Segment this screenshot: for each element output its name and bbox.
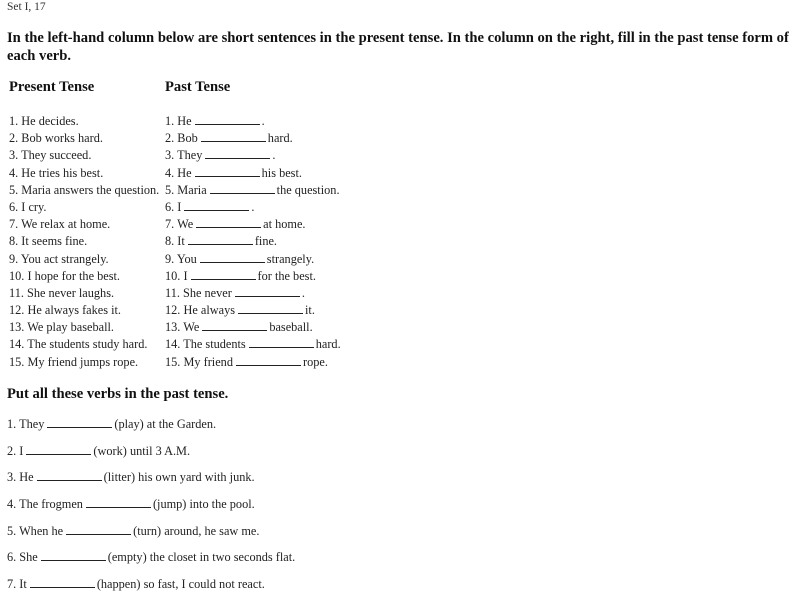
answer-blank[interactable] — [47, 416, 112, 428]
answer-blank[interactable] — [249, 336, 314, 348]
answer-blank[interactable] — [86, 496, 151, 508]
exercise-suffix: (play) at the Garden. — [114, 417, 217, 431]
present-tense-list — [9, 113, 159, 371]
past-item-prefix: 9. You — [165, 251, 197, 266]
set-label: Set I, 17 — [7, 1, 46, 13]
answer-blank[interactable] — [210, 182, 275, 194]
exercise-item — [7, 523, 295, 550]
present-item: 4. He tries his best. — [9, 165, 104, 180]
present-item: 1. He decides. — [9, 114, 79, 128]
past-item — [165, 199, 341, 216]
exercise-item — [7, 469, 295, 496]
past-item — [165, 354, 341, 371]
past-tense-header: Past Tense — [165, 79, 231, 95]
past-item-prefix: 13. We — [165, 320, 200, 335]
past-item-prefix: 14. The students — [165, 337, 246, 352]
section2-title: Put all these verbs in the past tense. — [7, 386, 229, 402]
present-tense-header: Present Tense — [9, 79, 95, 95]
present-item: 10. I hope for the best. — [9, 268, 120, 283]
past-item-suffix: . — [251, 199, 255, 214]
answer-blank[interactable] — [66, 523, 131, 535]
present-item: 12. He always fakes it. — [9, 303, 122, 318]
answer-blank[interactable] — [30, 576, 95, 588]
exercise-item — [7, 576, 295, 603]
present-item: 3. They succeed. — [9, 148, 92, 163]
past-item-suffix: strangely. — [266, 251, 315, 266]
exercise-item — [7, 496, 295, 523]
answer-blank[interactable] — [195, 165, 260, 177]
past-item — [165, 113, 341, 130]
past-item — [165, 336, 341, 353]
past-item — [165, 302, 341, 319]
present-item: 6. I cry. — [9, 199, 47, 214]
exercise-prefix: 4. The frogmen — [7, 497, 83, 512]
answer-blank[interactable] — [236, 354, 301, 366]
exercise-suffix: (jump) into the pool. — [152, 497, 255, 512]
past-item-prefix: 15. My friend — [165, 354, 233, 369]
exercise-prefix: 1. They — [7, 417, 45, 431]
past-item-prefix: 4. He — [165, 165, 192, 180]
exercise-item — [7, 549, 295, 576]
exercise-prefix: 3. He — [7, 470, 34, 485]
exercise-item — [7, 416, 295, 443]
past-item-prefix: 10. I — [165, 268, 188, 283]
answer-blank[interactable] — [202, 319, 267, 331]
present-item: 7. We relax at home. — [9, 217, 111, 232]
past-item-prefix: 6. I — [165, 199, 182, 214]
past-item-suffix: rope. — [302, 354, 328, 369]
answer-blank[interactable] — [41, 549, 106, 561]
exercise-suffix: (empty) the closet in two seconds flat. — [107, 550, 296, 565]
past-item-prefix: 3. They — [165, 148, 203, 163]
answer-blank[interactable] — [200, 251, 265, 263]
past-item — [165, 147, 341, 164]
answer-blank[interactable] — [37, 469, 102, 481]
answer-blank[interactable] — [235, 285, 300, 297]
past-item-prefix: 12. He always — [165, 303, 236, 318]
past-item — [165, 216, 341, 233]
past-item — [165, 130, 341, 147]
past-item — [165, 285, 341, 302]
present-item: 2. Bob works hard. — [9, 131, 103, 146]
past-item-suffix: . — [301, 285, 305, 300]
past-item-prefix: 8. It — [165, 234, 185, 249]
exercise-suffix: (happen) so fast, I could not react. — [96, 577, 265, 592]
past-item-suffix: hard. — [267, 131, 293, 146]
answer-blank[interactable] — [196, 216, 261, 228]
past-tense-list — [165, 113, 341, 371]
answer-blank[interactable] — [26, 443, 91, 455]
present-item: 8. It seems fine. — [9, 234, 88, 249]
past-item-suffix: baseball. — [269, 320, 313, 335]
past-item-suffix: . — [272, 148, 276, 163]
past-item-suffix: for the best. — [257, 268, 316, 283]
present-item: 5. Maria answers the question. — [9, 182, 160, 197]
exercise-prefix: 2. I — [7, 443, 24, 458]
exercise-suffix: (turn) around, he saw me. — [133, 523, 260, 538]
present-item: 9. You act strangely. — [9, 251, 109, 266]
past-item-prefix: 2. Bob — [165, 131, 198, 146]
answer-blank[interactable] — [201, 130, 266, 142]
past-item-prefix: 11. She never — [165, 285, 232, 300]
past-item — [165, 233, 341, 250]
past-item-prefix: 7. We — [165, 217, 194, 232]
past-item-suffix: the question. — [276, 182, 340, 197]
past-item-suffix: . — [261, 114, 265, 128]
answer-blank[interactable] — [205, 147, 270, 159]
exercise-suffix: (work) until 3 A.M. — [93, 443, 191, 458]
past-item — [165, 251, 341, 268]
instructions: In the left-hand column below are short sentences in the present tense. In the column on the right, fill in the past tense form of each verb. — [7, 30, 789, 64]
past-item-suffix: hard. — [315, 337, 341, 352]
past-item-prefix: 5. Maria — [165, 182, 207, 197]
present-item: 13. We play baseball. — [9, 320, 114, 335]
past-item-prefix: 1. He — [165, 114, 192, 128]
answer-blank[interactable] — [188, 233, 253, 245]
exercise-prefix: 5. When he — [7, 523, 64, 538]
answer-blank[interactable] — [195, 113, 260, 125]
past-item — [165, 182, 341, 199]
present-item: 15. My friend jumps rope. — [9, 354, 139, 369]
past-item-suffix: it. — [305, 303, 315, 318]
past-item — [165, 165, 341, 182]
past-item-suffix: fine. — [254, 234, 278, 249]
past-item — [165, 268, 341, 285]
answer-blank[interactable] — [184, 199, 249, 211]
present-item: 14. The students study hard. — [9, 337, 148, 352]
past-item-suffix: his best. — [261, 165, 302, 180]
answer-blank[interactable] — [191, 268, 256, 280]
exercise-prefix: 6. She — [7, 550, 38, 565]
present-item: 11. She never laughs. — [9, 285, 115, 300]
exercise-suffix: (litter) his own yard with junk. — [103, 470, 255, 485]
section2-list — [7, 416, 295, 603]
exercise-item — [7, 443, 295, 470]
exercise-prefix: 7. It — [7, 577, 27, 592]
answer-blank[interactable] — [238, 302, 303, 314]
past-item-suffix: at home. — [263, 217, 306, 232]
past-item — [165, 319, 341, 336]
